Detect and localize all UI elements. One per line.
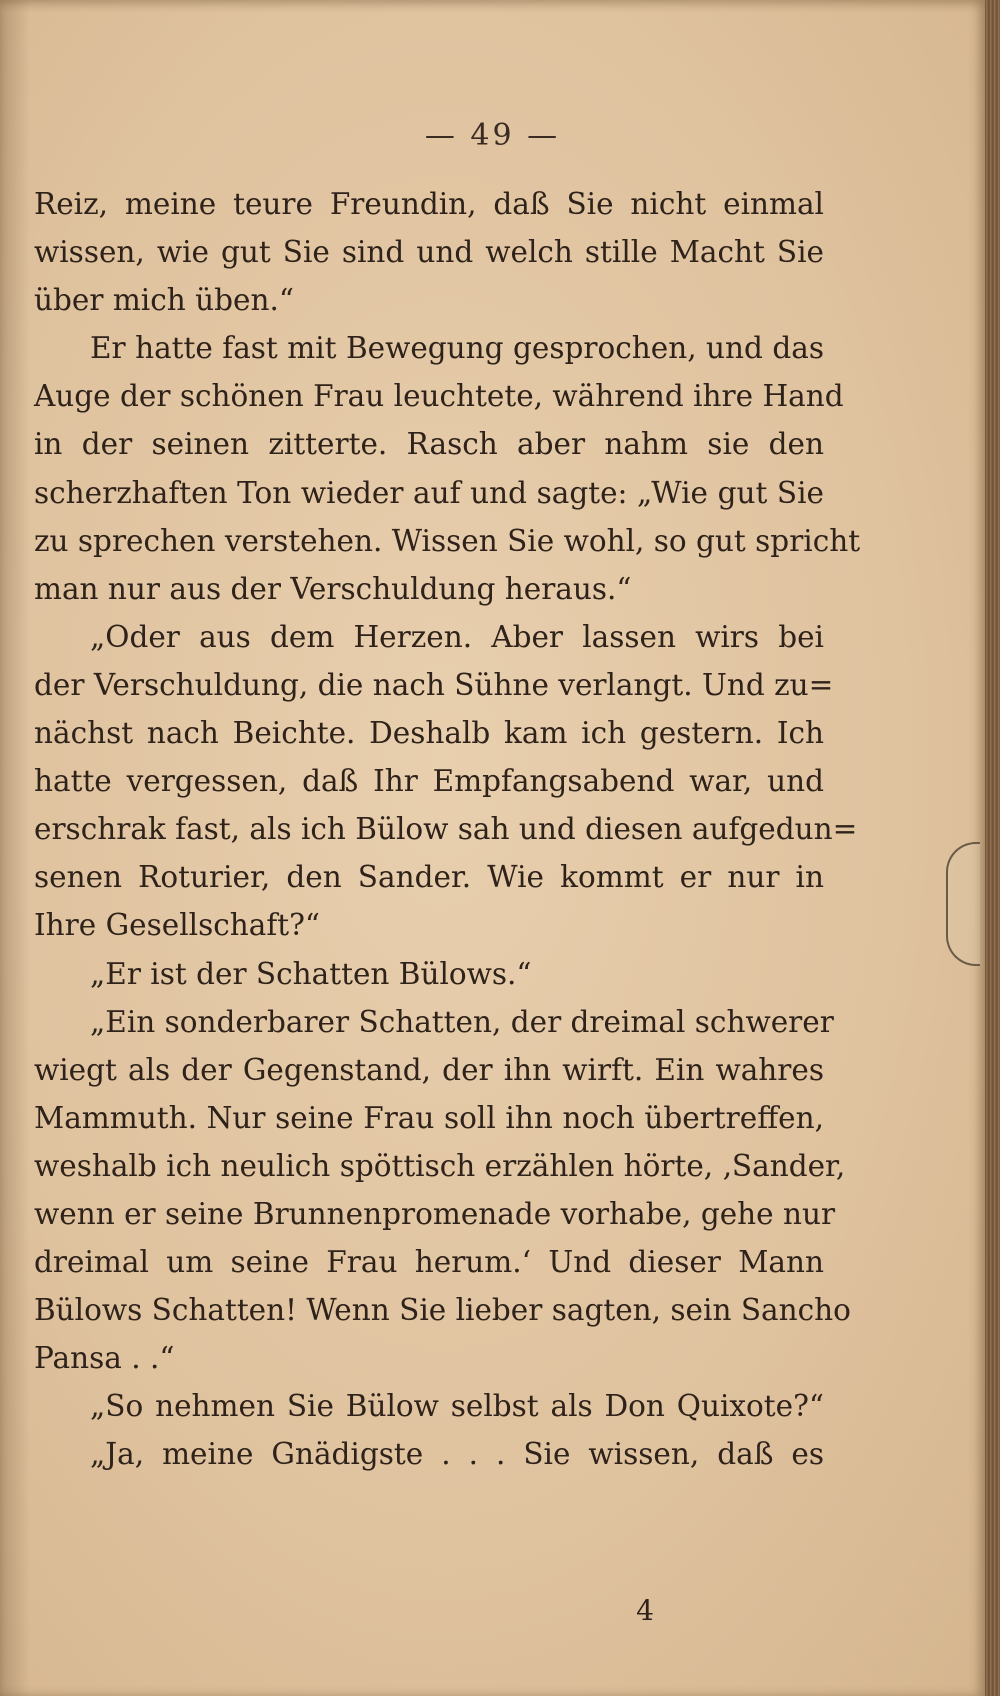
text-line: man nur aus der Verschuldung heraus.“ [34, 571, 632, 606]
text-line: „Ja, meine Gnädigste . . . Sie wissen, daß es [90, 1437, 824, 1472]
text-line: dreimal um seine Frau herum.‘ Und dieser Mann [34, 1245, 824, 1280]
text-line: erschrak fast, als ich Bülow sah und diesen aufgedun= [34, 812, 858, 847]
text-line: Mammuth. Nur seine Frau soll ihn noch übertreffen, [34, 1100, 824, 1135]
text-line: „Er ist der Schatten Bülows.“ [90, 956, 532, 991]
text-line: scherzhaften Ton wieder auf und sagte: „Wie gut Sie [34, 475, 824, 510]
text-line: nächst nach Beichte. Deshalb kam ich gestern. Ich [34, 716, 824, 751]
text-line: Ihre Gesellschaft?“ [34, 908, 320, 943]
spine-shadow [0, 0, 30, 1696]
text-line: Pansa . .“ [34, 1341, 175, 1376]
text-line: wiegt als der Gegenstand, der ihn wirft. Ein wahres [34, 1052, 824, 1087]
text-line: wenn er seine Brunnenpromenade vorhabe, gehe nur [34, 1196, 836, 1231]
text-line: senen Roturier, den Sander. Wie kommt er nur in [34, 860, 824, 895]
text-line: „So nehmen Sie Bülow selbst als Don Quixote?“ [90, 1389, 824, 1424]
page-text [34, 180, 861, 1627]
text-line: in der seinen zitterte. Rasch aber nahm sie den [34, 427, 824, 462]
text-line: der Verschuldung, die nach Sühne verlangt. Und zu= [34, 667, 834, 702]
text-line: Auge der schönen Frau leuchtete, während ihre Hand [34, 379, 844, 414]
text-line: weshalb ich neulich spöttisch erzählen hörte, ‚Sander, [34, 1148, 846, 1183]
signature-mark: 4 [636, 1594, 654, 1627]
text-line: Bülows Schatten! Wenn Sie lieber sagten, sein Sancho [34, 1293, 851, 1328]
text-line: wissen, wie gut Sie sind und welch stille Macht Sie [34, 235, 824, 270]
text-line: über mich üben.“ [34, 283, 294, 318]
text-line: Er hatte fast mit Bewegung gesprochen, und das [90, 331, 824, 366]
text-line: „Oder aus dem Herzen. Aber lassen wirs bei [90, 619, 824, 654]
text-line: zu sprechen verstehen. Wissen Sie wohl, so gut spricht [34, 523, 861, 558]
text-line: Reiz, meine teure Freundin, daß Sie nicht einmal [34, 187, 824, 221]
text-line: „Ein sonderbarer Schatten, der dreimal schwerer [90, 1004, 834, 1039]
text-line: hatte vergessen, daß Ihr Empfangsabend war, und [34, 764, 824, 799]
page-number-header: — 49 — [424, 118, 561, 153]
page-clip [946, 842, 980, 966]
